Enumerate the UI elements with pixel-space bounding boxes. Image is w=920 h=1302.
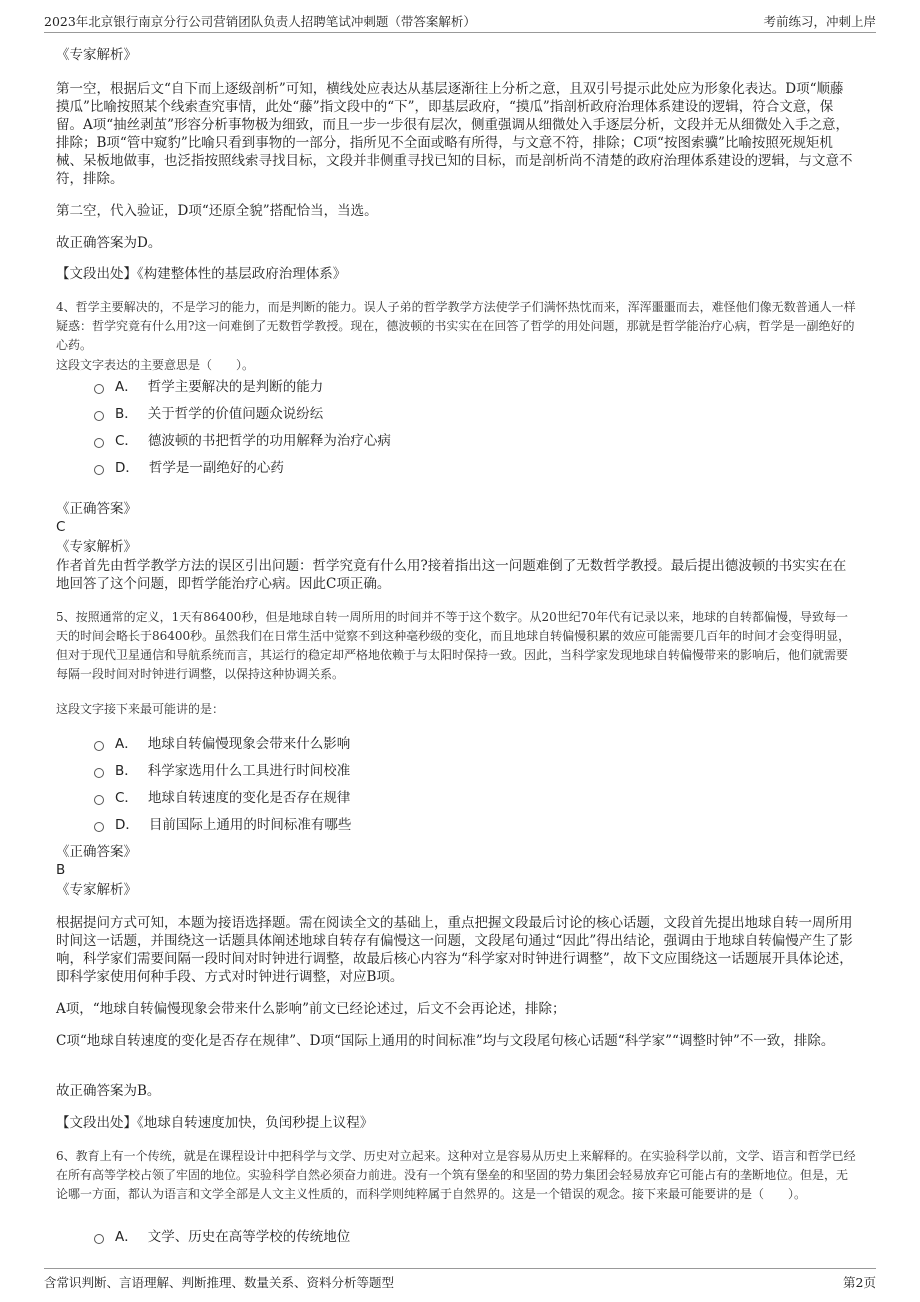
page-header [44,10,876,33]
option-text: 哲学是一副绝好的心药 [148,460,284,476]
radio-icon[interactable] [94,795,104,805]
option-text: 德波顿的书把哲学的功用解释为治疗心病 [147,433,391,449]
option-text: 关于哲学的价值问题众说纷纭 [147,406,324,422]
q5-answer-label: 《正确答案》 [56,844,137,860]
q4-answer: C [56,519,66,535]
q4-option-c[interactable]: C． 德波顿的书把哲学的功用解释为治疗心病 [94,432,391,450]
q5-option-d[interactable]: D． 目前国际上通用的时间标准有哪些 [94,816,351,834]
q5-question: 这段文字接下来最可能讲的是： [56,702,225,716]
q4-expert-label: 《专家解析》 [56,539,137,555]
q4-stem: 4、哲学主要解决的，不是学习的能力，而是判断的能力。误人子弟的哲学教学方法使学子们满怀热忱而来，浑浑噩噩而去，难怪他们像无数普通人一样疑惑：哲学究竟有什么用?这一问难倒了无数哲学教授。现在，德波顿的书实实在在回答了哲学的用处问题，那就是哲学能治疗心病，哲学是一副绝好的心药。 [56,300,856,352]
option-text: 目前国际上通用的时间标准有哪些 [148,817,352,833]
q5-explanation-para4: 故正确答案为B。 [56,1083,161,1099]
option-text: 地球自转速度的变化是否存在规律 [147,790,351,806]
q6-stem: 6、教育上有一个传统，就是在课程设计中把科学与文学、历史对立起来。这种对立是容易从历史上来解释的。在实验科学以前，文学、语言和哲学已经在所有高等学校占领了牢固的地位。实验科学自然必须奋力前进。没有一个筑有堡垒的和坚固的势力集团会轻易放弃它可能占有的垄断地位。但是，无论哪一方面，都认为语言和文学全部是人文主义性质的，而科学则纯粹属于自然界的。这是一个错误的观念。接下来最可能要讲的是（ ）。 [56,1149,856,1201]
q5-option-c[interactable]: C． 地球自转速度的变化是否存在规律 [94,789,350,807]
radio-icon[interactable] [94,741,104,751]
header-slogan: 考前练习，冲刺上岸 [763,14,876,29]
q5-option-a[interactable]: A． 地球自转偏慢现象会带来什么影响 [94,735,350,753]
q4-explanation: 作者首先由哲学教学方法的误区引出问题：哲学究竟有什么用?接着指出这一问题难倒了无数哲学教授。最后提出德波顿的书实实在在地回答了这个问题，即哲学能治疗心病。因此C项正确。 [56,558,847,592]
footer-note: 含常识判断、言语理解、判断推理、数量关系、资料分析等题型 [44,1275,395,1290]
q5-explanation-para3: C项“地球自转速度的变化是否存在规律”、D项“国际上通用的时间标准”均与文段尾句核心话题“科学家”“调整时钟”不一致，排除。 [56,1033,835,1049]
q3-explanation-para3: 故正确答案为D。 [56,235,162,251]
option-text: 地球自转偏慢现象会带来什么影响 [147,736,351,752]
q6-option-a[interactable]: A． 文学、历史在高等学校的传统地位 [94,1228,350,1246]
q5-answer: B [56,862,66,878]
q5-explanation-para2: A项，“地球自转偏慢现象会带来什么影响”前文已经论述过，后文不会再论述，排除； [56,1001,566,1017]
radio-icon[interactable] [94,465,104,475]
radio-icon[interactable] [94,384,104,394]
q4-question: 这段文字表达的主要意思是（ ）。 [56,358,255,372]
q5-expert-label: 《专家解析》 [56,882,137,898]
q3-explanation-para2: 第二空，代入验证，D项“还原全貌”搭配恰当，当选。 [56,203,378,219]
page-number: 第2页 [843,1275,876,1290]
option-text: 文学、历史在高等学校的传统地位 [147,1229,351,1245]
q4-option-d[interactable]: D． 哲学是一副绝好的心药 [94,459,284,477]
radio-icon[interactable] [94,1234,104,1244]
q4-answer-label: 《正确答案》 [56,501,137,517]
radio-icon[interactable] [94,768,104,778]
q4-option-b[interactable]: B． 关于哲学的价值问题众说纷纭 [94,405,323,423]
q4-option-a[interactable]: A． 哲学主要解决的是判断的能力 [94,378,323,396]
q5-option-b[interactable]: B． 科学家选用什么工具进行时间校准 [94,762,350,780]
q3-expert-label: 《专家解析》 [56,47,137,63]
option-text: 科学家选用什么工具进行时间校准 [147,763,351,779]
q3-explanation-para1: 第一空，根据后文“自下而上逐级剖析”可知，横线处应表达从基层逐渐往上分析之意，且双引号提示此处应为形象化表达。D项“顺藤摸瓜”比喻按照某个线索查究事情，此处“藤”指文段中的“下”，即基层政府，“摸瓜”指剖析政府治理体系建设的逻辑，符合文意，保留。A项“抽丝剥茧”形容分析事物极为细致，而且一步一步很有层次，侧重强调从细微处入手逐层分析，文段并无从细微处入手之意，排除；B项“管中窥豹”比喻只看到事物的一部分，指所见不全面或略有所得，与文意不符，排除；C项“按图索骥”比喻按照死规矩机械、呆板地做事，也泛指按照线索寻找目标，文段并非侧重寻找已知的目标，而是剖析尚不清楚的政府治理体系建设的逻辑，与文意不符，排除。 [56,81,853,187]
radio-icon[interactable] [94,411,104,421]
radio-icon[interactable] [94,438,104,448]
q5-stem: 5、按照通常的定义，1天有86400秒，但是地球自转一周所用的时间并不等于这个数字。从20世纪70年代有记录以来，地球的自转都偏慢，导致每一天的时间会略长于86400秒。虽然我们在日常生活中觉察不到这种毫秒级的变化，而且地球自转偏慢积累的效应可能需要几百年的时间才会变得明显，但对于现代卫星通信和导航系统而言，其运行的稳定却严格地依赖于与太阳时保持一致。因此，当科学家发现地球自转偏慢带来的影响后，他们就需要每隔一段时间对时钟进行调整，以保持这种协调关系。 [56,610,851,681]
q3-source: 【文段出处】《构建整体性的基层政府治理体系》 [56,266,347,282]
option-text: 哲学主要解决的是判断的能力 [147,379,324,395]
q5-explanation-para1: 根据提问方式可知，本题为接语选择题。需在阅读全文的基础上，重点把握文段最后讨论的核心话题，文段首先提出地球自转一周所用时间这一话题，并围绕这一话题具体阐述地球自转存有偏慢这一问题，文段尾句通过“因此”得出结论，强调由于地球自转偏慢产生了影响，科学家们需要间隔一段时间对时钟进行调整，故最后核心内容为“科学家对时钟进行调整”，故下文应围绕这一话题展开具体论述，即科学家使用何种手段、方式对时钟进行调整，对应B项。 [56,915,853,985]
document-title: 2023年北京银行南京分行公司营销团队负责人招聘笔试冲刺题（带答案解析） [44,14,476,29]
page-footer [44,1268,876,1293]
radio-icon[interactable] [94,822,104,832]
q5-source: 【文段出处】《地球自转速度加快，负闰秒提上议程》 [56,1115,374,1131]
